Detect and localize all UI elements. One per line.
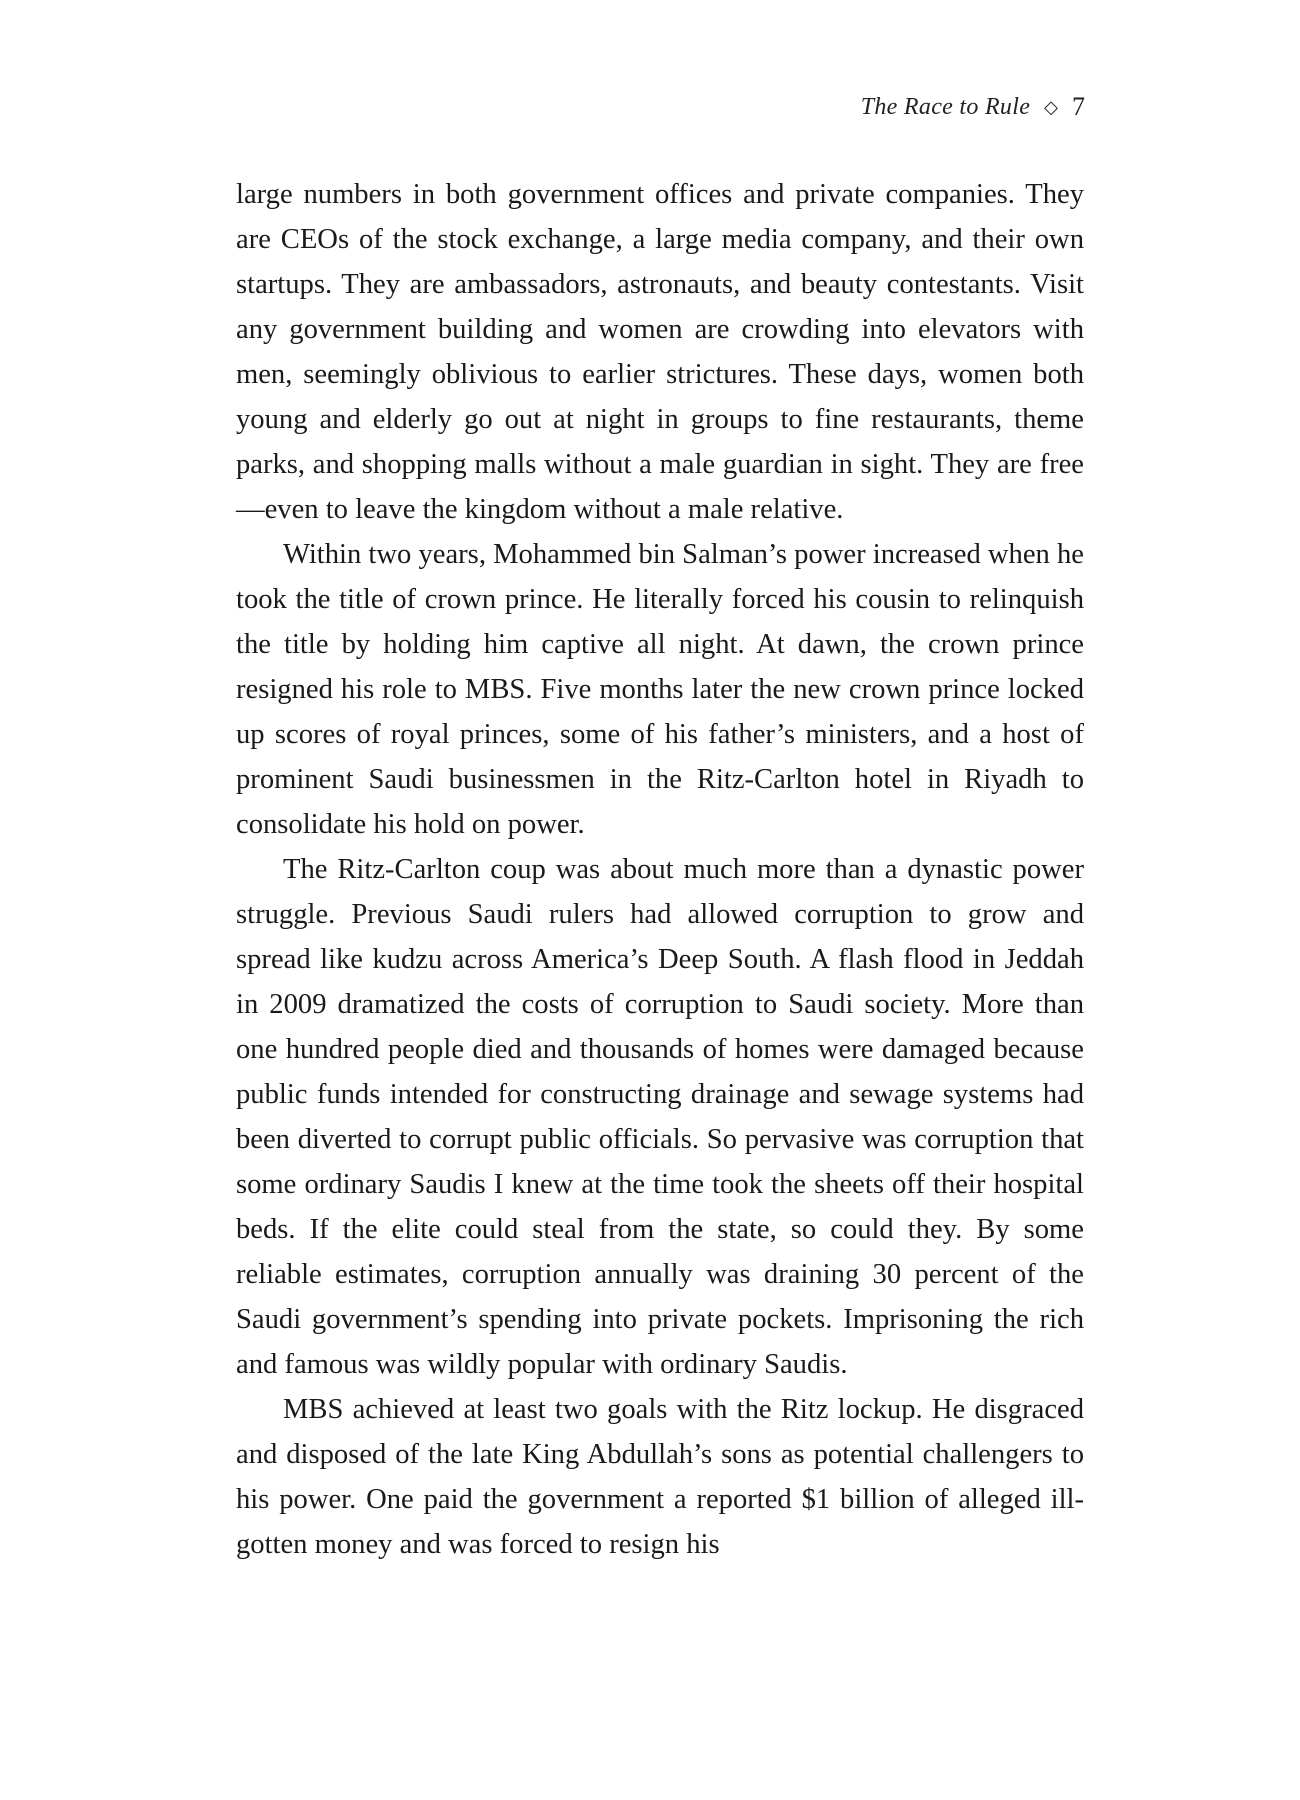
paragraph: Within two years, Mohammed bin Salman’s power increased when he took the title of crown prince. He literally forced his cousin to relinquish the title by holding him captive all night. At dawn, the crown prince resigned his role to MBS. Five months later the new crown prince locked up scores of royal princes, some of his father’s ministers, and a host of prominent Saudi businessmen in the Ritz-Carlton hotel in Riyadh to consolidate his hold on power.: [236, 539, 1084, 840]
body-text: [236, 172, 1084, 1567]
chapter-title: The Race to Rule: [860, 94, 1031, 120]
paragraph: MBS achieved at least two goals with the Ritz lockup. He disgraced and disposed of the late King Abdullah’s sons as potential challengers to his power. One paid the government a reported $1 billion of alleged ill-gotten money and was forced to resign his: [236, 1394, 1084, 1560]
page-number: 7: [1072, 92, 1085, 121]
paragraph: The Ritz-Carlton coup was about much more than a dynastic power struggle. Previous Saudi rulers had allowed corruption to grow and spread like kudzu across America’s Deep South. A flash flood in Jeddah in 2009 dramatized the costs of corruption to Saudi society. More than one hundred people died and thousands of homes were damaged because public funds intended for constructing drainage and sewage systems had been diverted to corrupt public officials. So pervasive was corruption that some ordinary Saudis I knew at the time took the sheets off their hospital beds. If the elite could steal from the state, so could they. By some reliable estimates, corruption annually was draining 30 percent of the Saudi government’s spending into private pockets. Imprisoning the rich and famous was wildly popular with ordinary Saudis.: [236, 854, 1084, 1380]
diamond-separator-icon: ◇: [1044, 97, 1058, 117]
paragraph-continued: large numbers in both government offices and private companies. They are CEOs of the stock exchange, a large media company, and their own startups. They are ambassadors, astronauts, and beauty contestants. Visit any government building and women are crowding into elevators with men, seemingly oblivious to earlier strictures. These days, women both young and elderly go out at night in groups to fine restaurants, theme parks, and shopping malls without a male guardian in sight. They are free—even to leave the kingdom without a male relative.: [236, 179, 1084, 525]
running-head: [861, 92, 1085, 122]
